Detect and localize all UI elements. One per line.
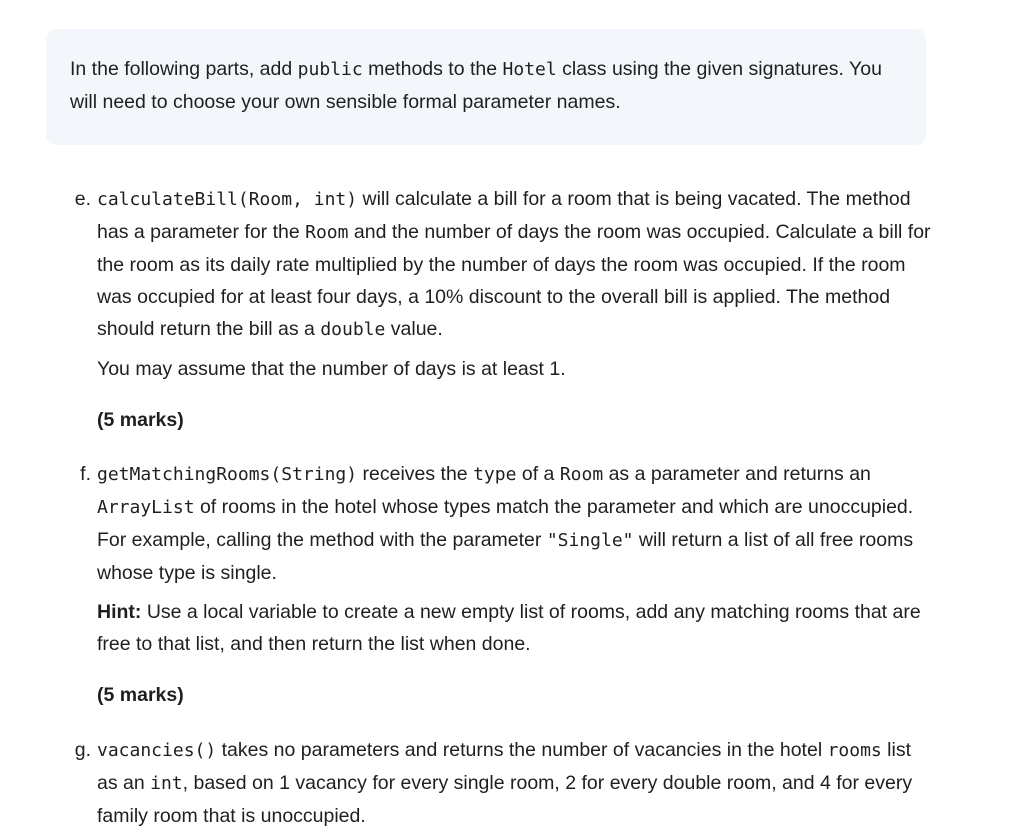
hint-label: Hint: [97, 601, 142, 623]
part-f-text-2: of a [516, 463, 560, 485]
part-e-marks: (5 marks) [97, 409, 184, 431]
part-e-text-1: will calculate a bill for a room that is being vacated. The method has a parameter for the [97, 188, 911, 243]
part-e-marker: e. [74, 188, 91, 210]
part-f-marks: (5 marks) [97, 684, 184, 706]
part-f [80, 458, 932, 660]
part-e-text-2: and the number of days the room was occupied. Calculate a bill for the room as its daily rate multiplied by the number of days the room was occupied. If the room was occupied for at least four days, a 10% discount to the overall bill is applied. The method should return the bill as a [97, 221, 931, 340]
part-f-text-3: as a parameter and returns an [603, 463, 871, 485]
part-e-description [97, 183, 932, 346]
part-e-text-3: value. [385, 318, 443, 340]
part-g-text-1: takes no parameters and returns the number of vacancies in the hotel [216, 739, 828, 761]
code-type: type [473, 464, 517, 485]
part-g-marker: g. [74, 739, 91, 761]
part-g-text-2: list as an [97, 739, 912, 794]
intro-text-3: class using the given signatures. You will need to choose your own sensible formal parameter names. [70, 58, 882, 113]
part-f-description [97, 458, 932, 589]
code-get-matching-rooms: getMatchingRooms(String) [97, 464, 358, 485]
part-f-hint [97, 596, 932, 660]
code-single-string: "Single" [546, 530, 634, 551]
code-room: Room [305, 222, 349, 243]
intro-text [70, 53, 902, 118]
code-public: public [297, 59, 363, 80]
code-hotel: Hotel [502, 59, 557, 80]
code-arraylist: ArrayList [97, 497, 195, 518]
hint-text: Use a local variable to create a new empty list of rooms, add any matching rooms that are free to that list, and then return the list when done. [97, 601, 921, 655]
intro-text-1: In the following parts, add [70, 58, 298, 80]
part-f-text-4: of rooms in the hotel whose types match the parameter and which are unoccupied. For example, calling the method with the parameter [97, 496, 914, 551]
code-vacancies: vacancies() [97, 740, 217, 761]
code-rooms: rooms [827, 740, 882, 761]
intro-text-2: methods to the [362, 58, 503, 80]
part-f-marker: f. [80, 463, 91, 485]
part-g [74, 734, 932, 832]
intro-callout [46, 29, 926, 145]
part-g-description [97, 734, 932, 832]
part-f-text-5: will return a list of all free rooms whose type is single. [97, 529, 914, 584]
part-e-assumption: You may assume that the number of days is at least 1. [97, 358, 566, 380]
code-int: int [150, 773, 183, 794]
code-room: Room [559, 464, 604, 485]
code-double: double [320, 319, 386, 340]
part-g-text-3: , based on 1 vacancy for every single room, 2 for every double room, and 4 for every family room that is unoccupied. [97, 772, 913, 827]
code-calculate-bill: calculateBill(Room, int) [97, 189, 358, 210]
part-e [74, 183, 932, 385]
part-f-text-1: receives the [357, 463, 474, 485]
